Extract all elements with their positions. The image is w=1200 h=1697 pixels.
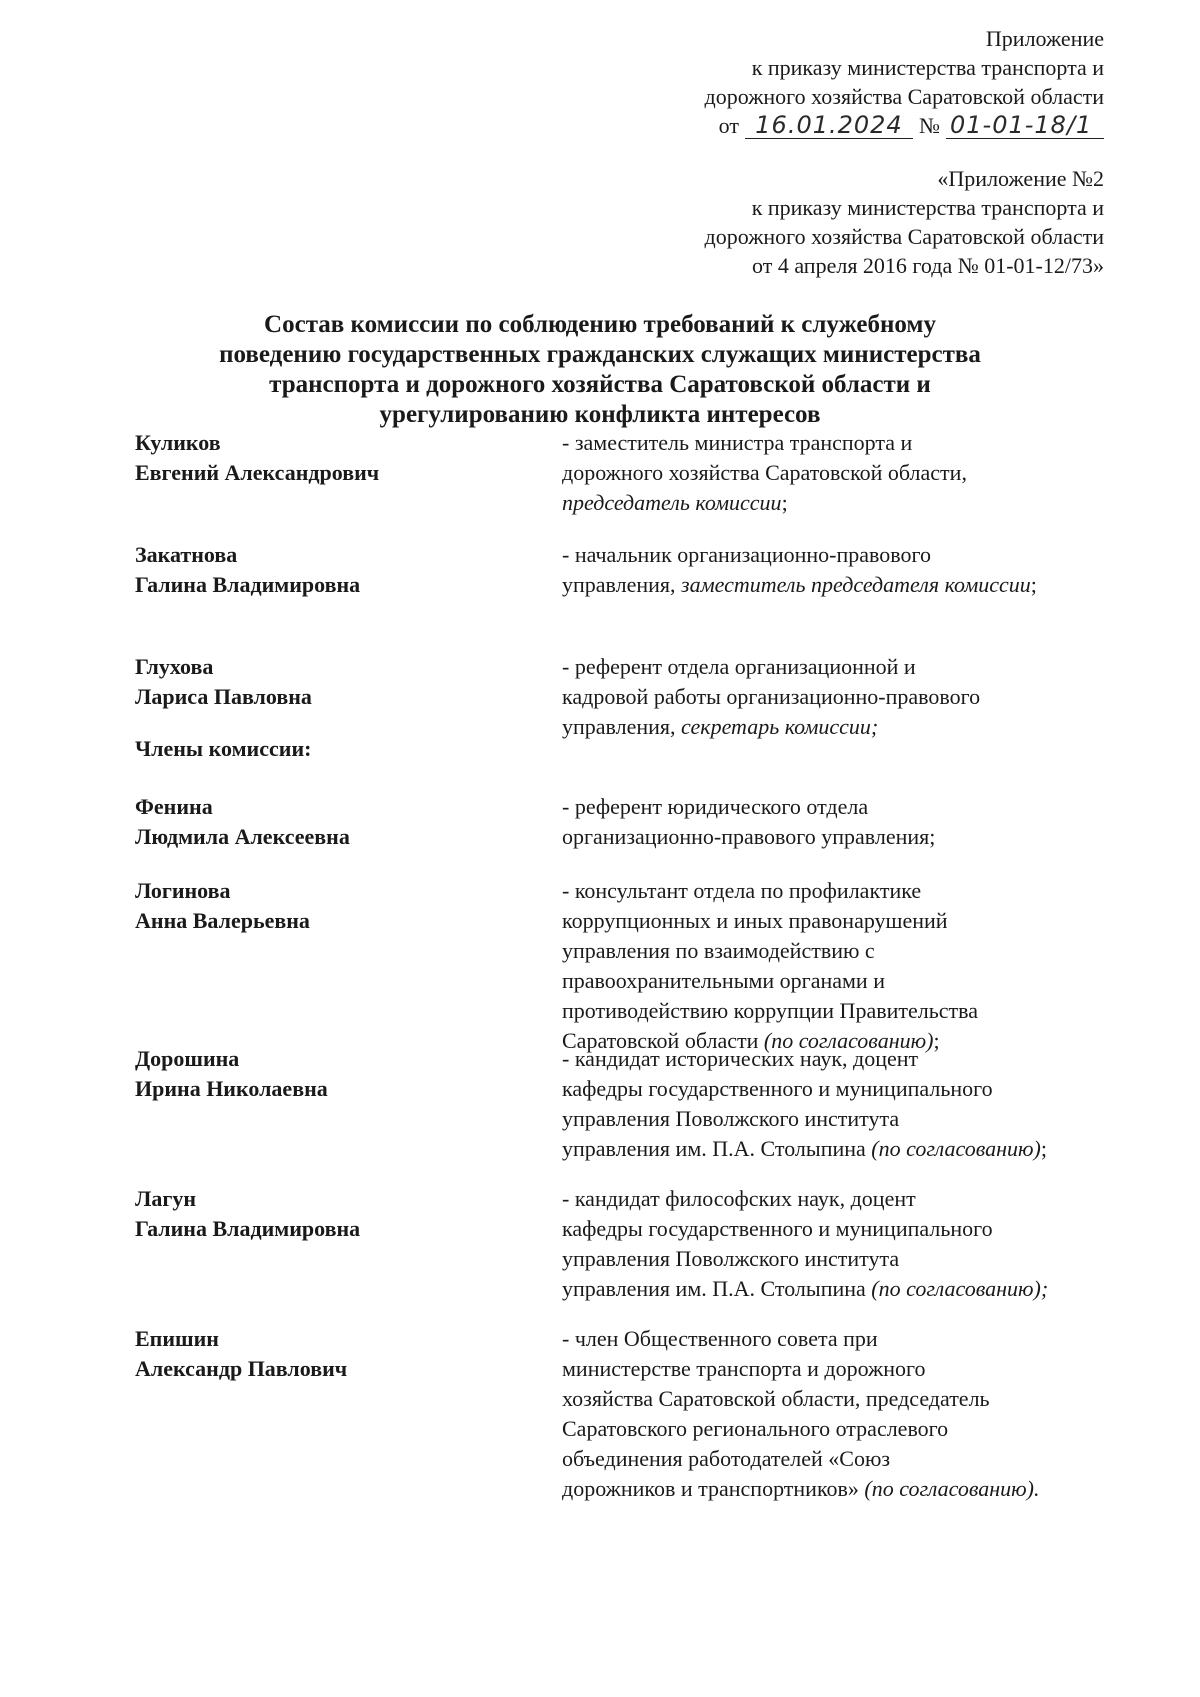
description-line: кадровой работы организационно-правового <box>562 684 981 709</box>
title-line: урегулированию конфликта интересов <box>379 401 821 428</box>
handwritten-order-number: 01-01-18/1 <box>946 112 1104 139</box>
member-name <box>135 876 515 936</box>
description-line: управления им. П.А. Столыпина <box>562 1136 866 1161</box>
member-name <box>135 540 515 600</box>
member-description <box>562 540 1082 600</box>
handwritten-order-date: 16.01.2024 <box>745 112 913 139</box>
description-line: - заместитель министра транспорта и <box>562 430 913 455</box>
description-line: - референт отдела организационной и <box>562 654 916 679</box>
member-given-names: Ирина Николаевна <box>135 1076 328 1101</box>
description-line: - референт юридического отдела <box>562 794 869 819</box>
number-label: № <box>919 113 940 138</box>
appendix-title: Приложение <box>985 26 1104 51</box>
member-surname: Лагун <box>135 1186 197 1211</box>
member-name <box>135 792 515 852</box>
description-line: управления по взаимодействию с <box>562 938 875 963</box>
description-line: Саратовского регионального отраслевого <box>562 1416 949 1441</box>
description-line: противодействию коррупции Правительства <box>562 998 979 1023</box>
description-line: - начальник организационно-правового <box>562 542 931 567</box>
member-given-names: Лариса Павловна <box>135 684 312 709</box>
description-line: управления им. П.А. Столыпина <box>562 1276 866 1301</box>
member-surname: Закатнова <box>135 542 238 567</box>
description-role-line <box>562 1274 1082 1304</box>
member-given-names: Людмила Алексеевна <box>135 824 350 849</box>
description-line: - кандидат философских наук, доцент <box>562 1186 916 1211</box>
role-tail: ; <box>1040 1136 1047 1161</box>
member-given-names: Галина Владимировна <box>135 572 361 597</box>
member-surname: Дорошина <box>135 1046 240 1071</box>
member-role: (по согласованию) <box>871 1136 1041 1161</box>
description-line: Саратовской области <box>562 1028 759 1053</box>
description-role-line <box>562 570 1082 600</box>
member-description <box>562 1324 1082 1504</box>
member-name <box>135 1044 515 1104</box>
original-appendix-ref-line: дорожного хозяйства Саратовской области <box>704 224 1104 249</box>
from-label: от <box>718 113 739 138</box>
original-appendix-header <box>705 164 1104 280</box>
description-line: кафедры государственного и муниципального <box>562 1076 993 1101</box>
member-description <box>562 792 1082 852</box>
description-role-line <box>562 1474 1082 1504</box>
member-description <box>562 428 1082 518</box>
member-role: (по согласованию); <box>871 1276 1049 1301</box>
member-given-names: Анна Валерьевна <box>135 908 310 933</box>
role-tail: ; <box>933 1028 940 1053</box>
member-surname: Куликов <box>135 430 221 455</box>
member-description <box>562 876 1082 1056</box>
description-line: дорожников и транспортников» <box>562 1476 859 1501</box>
title-line: транспорта и дорожного хозяйства Саратовской области и <box>269 371 931 398</box>
description-line: управления, <box>562 714 676 739</box>
description-line: министерстве транспорта и дорожного <box>562 1356 926 1381</box>
original-appendix-ref-line: к приказу министерства транспорта и <box>751 195 1104 220</box>
description-line: управления Поволжского института <box>562 1246 900 1271</box>
member-given-names: Галина Владимировна <box>135 1216 361 1241</box>
member-name <box>135 1184 515 1244</box>
appendix-ref-line: дорожного хозяйства Саратовской области <box>704 84 1104 109</box>
description-line: - консультант отдела по профилактике <box>562 878 922 903</box>
member-role: секретарь комиссии; <box>681 714 879 739</box>
description-line: кафедры государственного и муниципального <box>562 1216 993 1241</box>
member-description <box>562 1184 1082 1304</box>
member-name <box>135 1324 515 1384</box>
description-line: правоохранительными органами и <box>562 968 885 993</box>
description-line: - кандидат исторических наук, доцент <box>562 1046 919 1071</box>
description-role-line <box>562 488 1082 518</box>
members-section-label: Члены комиссии: <box>135 736 312 761</box>
description-line: хозяйства Саратовской области, председатель <box>562 1386 990 1411</box>
member-role: (по согласованию) <box>763 1028 934 1053</box>
original-appendix-date-line: от 4 апреля 2016 года № 01-01-12/73» <box>752 253 1104 278</box>
member-surname: Логинова <box>135 878 231 903</box>
description-line: объединения работодателей «Союз <box>562 1446 891 1471</box>
description-role-line <box>562 712 1082 742</box>
description-line: дорожного хозяйства Саратовской области, <box>562 460 967 485</box>
title-line: поведению государственных гражданских служащих министерства <box>219 341 981 368</box>
member-name <box>135 652 515 712</box>
original-appendix-title: «Приложение №2 <box>937 166 1104 191</box>
role-tail: ; <box>781 490 788 515</box>
description-line: управления Поволжского института <box>562 1106 900 1131</box>
member-surname: Фенина <box>135 794 213 819</box>
document-title <box>120 310 1080 430</box>
member-description <box>562 1044 1082 1164</box>
description-line: коррупционных и иных правонарушений <box>562 908 948 933</box>
member-name <box>135 428 515 488</box>
member-given-names: Евгений Александрович <box>135 460 380 485</box>
member-role: заместитель председателя комиссии <box>681 572 1031 597</box>
appendix-ref-line: к приказу министерства транспорта и <box>751 55 1104 80</box>
description-line: управления, <box>562 572 676 597</box>
member-surname: Глухова <box>135 654 214 679</box>
member-role: председатель комиссии <box>562 490 782 515</box>
title-line: Состав комиссии по соблюдению требований к служебному <box>264 311 936 338</box>
member-description <box>562 652 1082 742</box>
order-date-number-line <box>705 111 1104 140</box>
role-tail: ; <box>1030 572 1037 597</box>
appendix-header <box>705 24 1104 140</box>
member-given-names: Александр Павлович <box>135 1356 348 1381</box>
description-line: организационно-правового управления; <box>562 824 936 849</box>
member-surname: Епишин <box>135 1326 219 1351</box>
member-role: (по согласованию). <box>864 1476 1040 1501</box>
description-line: - член Общественного совета при <box>562 1326 878 1351</box>
description-role-line <box>562 1134 1082 1164</box>
